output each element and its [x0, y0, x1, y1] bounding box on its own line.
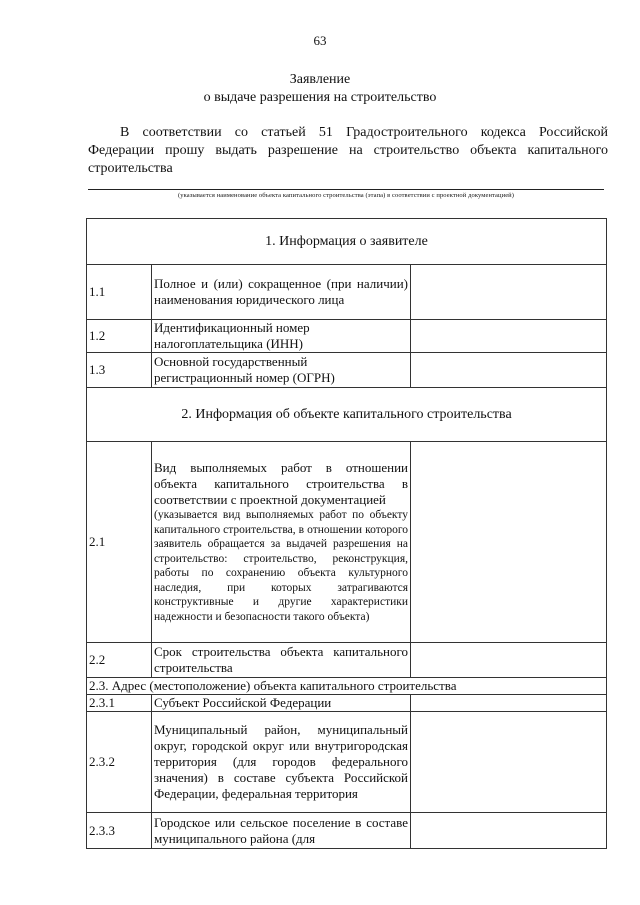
document-title: Заявление	[289, 72, 351, 87]
row-number: 2.2	[87, 643, 152, 678]
row-label: Субъект Российской Федерации	[152, 695, 411, 712]
section-header-object	[87, 388, 607, 442]
table-row	[87, 813, 607, 849]
section-title: 2. Информация об объекте капитального строительства	[87, 388, 607, 442]
row-label-main: Вид выполняемых работ в отношении объекта капитального строительства в соответствии с проектной документацией	[154, 460, 408, 507]
row-number: 1.1	[87, 265, 152, 320]
row-value-field[interactable]	[411, 353, 607, 388]
row-value-field[interactable]	[411, 265, 607, 320]
section-header-applicant	[87, 219, 607, 265]
row-label: Срок строительства объекта капитального строительства	[152, 643, 411, 678]
table-row	[87, 643, 607, 678]
table-row	[87, 265, 607, 320]
table-row	[87, 695, 607, 712]
application-form-table	[86, 218, 607, 849]
table-row	[87, 353, 607, 388]
row-number: 2.3.1	[87, 695, 152, 712]
table-row	[87, 678, 607, 695]
row-label: Полное и (или) сокращенное (при наличии) наименования юридического лица	[152, 265, 411, 320]
page-number: 63	[313, 33, 327, 48]
table-row	[87, 712, 607, 813]
row-label: Основной государственный регистрационный номер (ОГРН)	[152, 353, 411, 388]
row-number: 1.3	[87, 353, 152, 388]
table-row	[87, 442, 607, 643]
document-subtitle: о выдаче разрешения на строительство	[203, 90, 437, 105]
row-label	[152, 442, 411, 643]
object-name-fill-line[interactable]	[88, 189, 604, 190]
object-name-hint: (указывается наименование объекта капитального строительства (этапа) в соответствии с проектной документацией)	[177, 192, 515, 199]
row-number: 2.1	[87, 442, 152, 643]
row-value-field[interactable]	[411, 695, 607, 712]
table-row	[87, 320, 607, 353]
row-number: 2.3.2	[87, 712, 152, 813]
intro-paragraph: В соответствии со статьей 51 Градостроительного кодекса Российской Федерации прошу выдать разрешение на строительство объекта капитального строительства	[88, 125, 608, 176]
row-value-field[interactable]	[411, 813, 607, 849]
row-label-note: (указывается вид выполняемых работ по объекту капитального строительства, в отношении которого заявитель обращается за выдачей разрешения на строительство: строительство, реконструкция, работы по сохранению объекта культурного наследия, при которых затрагиваются конструктивные и другие характеристики надежности и безопасности такого объекта)	[154, 509, 408, 623]
row-subheader: 2.3. Адрес (местоположение) объекта капитального строительства	[87, 678, 607, 695]
row-value-field[interactable]	[411, 442, 607, 643]
section-title: 1. Информация о заявителе	[87, 219, 607, 265]
row-number: 2.3.3	[87, 813, 152, 849]
row-label: Муниципальный район, муниципальный округ, городской округ или внутригородская территория (для городов федерального значения) в составе субъекта Российской Федерации, федеральная территория	[152, 712, 411, 813]
row-value-field[interactable]	[411, 712, 607, 813]
row-label: Идентификационный номер налогоплательщика (ИНН)	[152, 320, 411, 353]
row-value-field[interactable]	[411, 643, 607, 678]
row-value-field[interactable]	[411, 320, 607, 353]
row-number: 1.2	[87, 320, 152, 353]
row-label: Городское или сельское поселение в составе муниципального района (для	[152, 813, 411, 849]
